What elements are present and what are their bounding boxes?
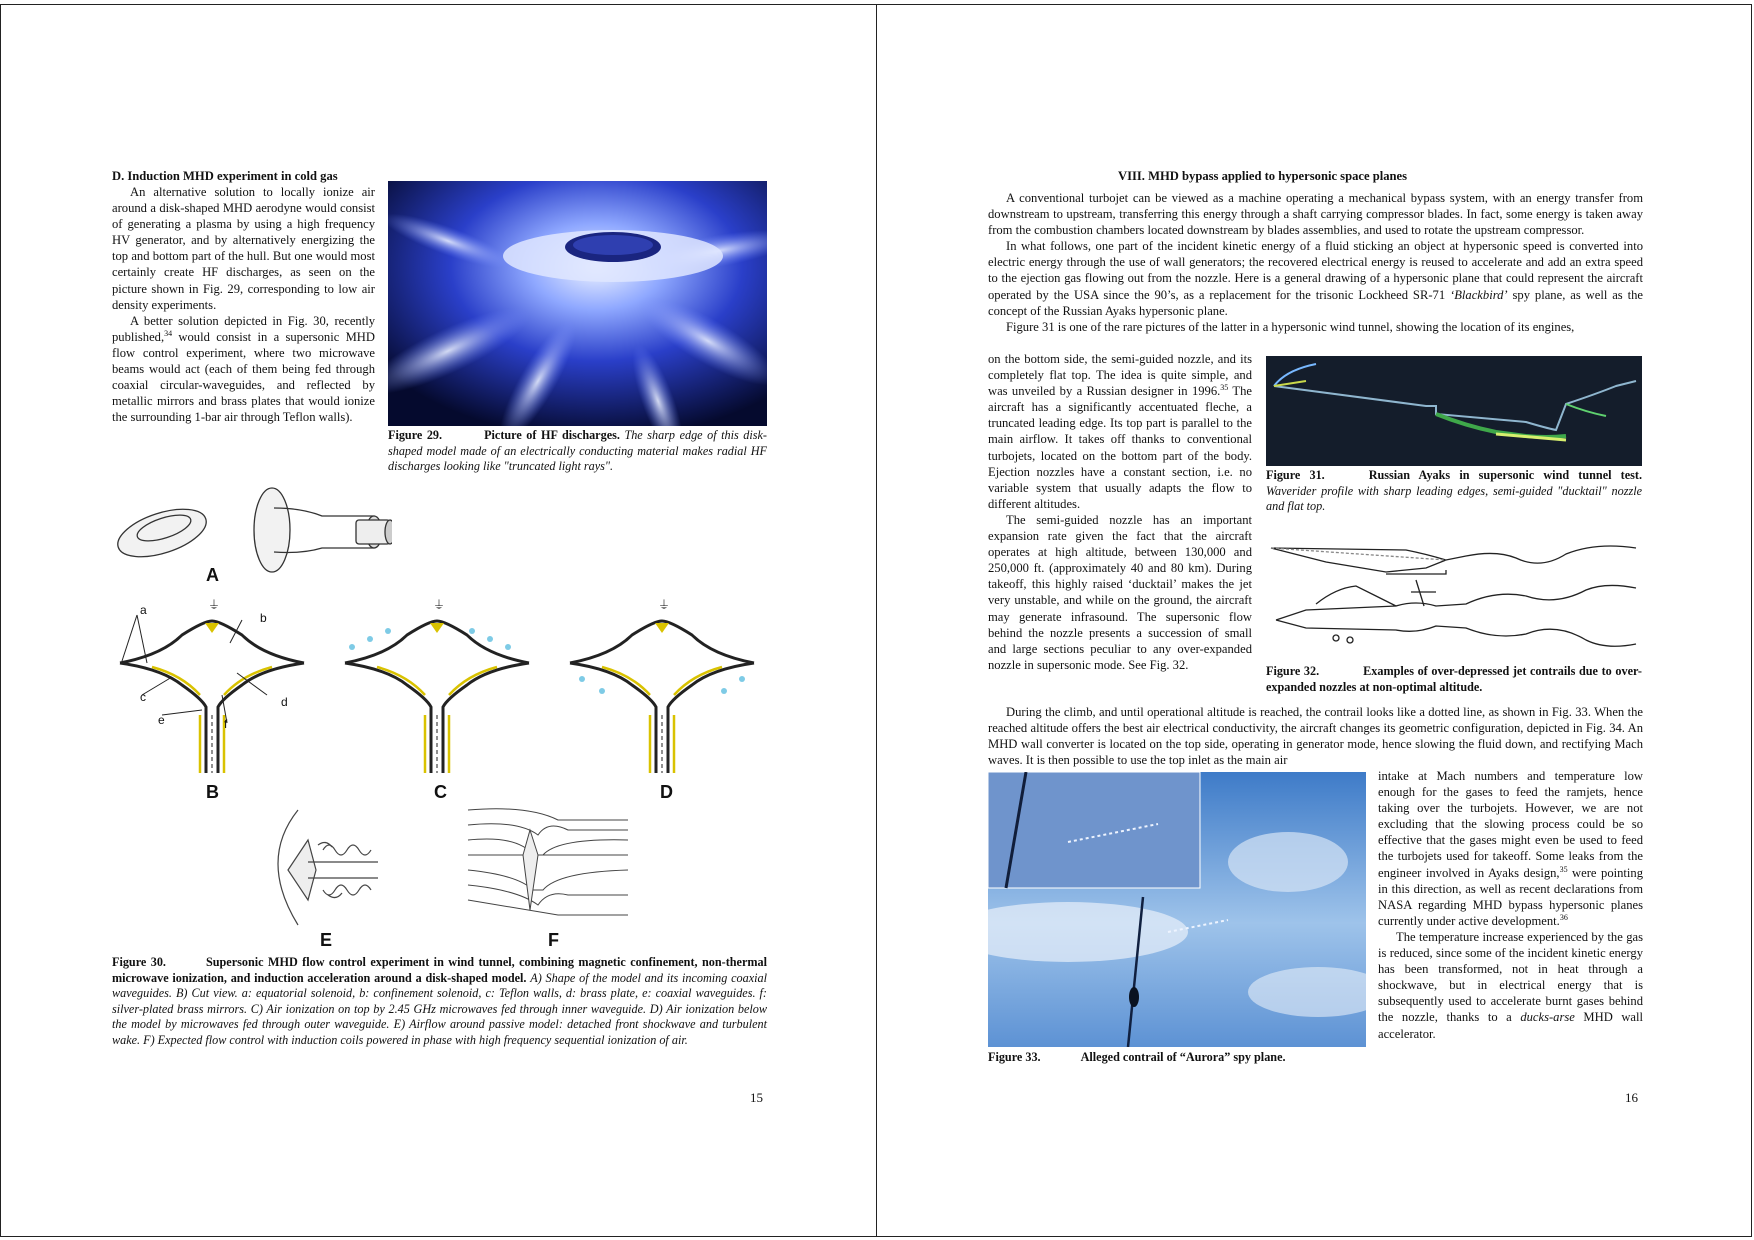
figure-33-image xyxy=(988,772,1366,1047)
right-paragraph-3: on the bottom side, the semi-guided nozzle, and its completely flat top. The idea is quite simple, and was unveiled by a Russian designer in 1996.35 The aircraft has a significantly accentuated fleche, a truncated leading edge. Its top part is parallel to the main airflow. It takes off thanks to conventional turbojets, located on the bottom part of the body. Ejection nozzles have a constant section, i.e. no variable system that usually adapts the flow to different altitudes. xyxy=(988,352,1252,511)
section-heading-viii: VIII. MHD bypass applied to hypersonic space planes xyxy=(1118,169,1408,183)
figure-29-image xyxy=(388,181,767,426)
right-text-lower-column xyxy=(1378,768,1643,1042)
figure-30a-drawing xyxy=(112,478,392,588)
left-text-column xyxy=(112,184,375,425)
left-paragraph-1: An alternative solution to locally ionize air around a disk-shaped MHD aerodyne would consist of generating a plasma by using a high frequency HV generator, and by alternatively energizing the top and bottom part of the hull. But one would most certainly create HF discharges, as seen on the picture shown in Fig. 29, corresponding to low air density experiments. xyxy=(112,185,375,312)
panel-label-d: D xyxy=(660,782,673,802)
section-heading-d: D. Induction MHD experiment in cold gas xyxy=(112,169,338,183)
panel-label-a: A xyxy=(206,565,219,585)
footnote-ref-35: 35 xyxy=(1220,383,1229,392)
right-paragraph-2: In what follows, one part of the incident kinetic energy of a fluid sticking an object at hypersonic speed is converted into electric energy through the use of wall generators; the recovered electrical energy is reused to accelerate and add an extra speed to the ejection gas flowing out from the nozzle. Here is a general drawing of a hypersonic plane that could represent the aircraft operated by the USA since the 90’s, as a replacement for the trisonic Lockheed SR-71 ‘Blackbird’ spy plane, as well as the concept of the Russian Ayaks hypersonic plane. xyxy=(988,239,1643,318)
right-paragraph-3-first-line: Figure 31 is one of the rare pictures of the latter in a hypersonic wind tunnel, showing the location of its engines, xyxy=(1006,319,1575,334)
figure-30-bcd-drawing xyxy=(112,595,772,775)
right-text-middle xyxy=(988,704,1643,768)
right-text-top xyxy=(988,190,1643,335)
figure-31-caption: Figure 31. Russian Ayaks in supersonic wind tunnel test. Waverider profile with sharp leading edges, semi-guided "ducktail" nozzle and flat top. xyxy=(1266,468,1642,513)
right-paragraph-1: A conventional turbojet can be viewed as a machine operating a mechanical bypass system, with an energy transfer from downstream to upstream, transferring this energy through a shaft carrying compressor blades. In fact, some energy is taken away from the combustion chambers located downstream by blades assemblies, and used to rotate the upstream compressor. xyxy=(988,191,1643,238)
page-divider xyxy=(876,4,877,1237)
right-paragraph-6: The temperature increase experienced by the gas is reduced, since some of the incident kinetic energy has been transformed, not in heat through a shockwave, but in electrical energy that is subsequently used to accelerate burnt gases behind the nozzle, thanks to a ducks-arse MHD wall accelerator. xyxy=(1378,929,1644,1041)
footnote-ref-34: 34 xyxy=(164,328,173,338)
footnote-ref-35b: 35 xyxy=(1559,864,1568,874)
right-text-column xyxy=(988,351,1252,673)
figure-33-caption: Figure 33. Alleged contrail of “Aurora” spy plane. xyxy=(988,1050,1286,1064)
panel-label-e: E xyxy=(320,930,333,950)
right-paragraph-5: During the climb, and until operational altitude is reached, the contrail looks like a dotted line, as shown in Fig. 33. When the reached altitude offers the best air electrical conductivity, the aircraft changes its geometric configuration, depicted in Fig. 34. An MHD wall converter is located on the top side, operating in generator mode, hence slowing the fluid down, and rectifying Mach waves. It is then possible to use the top inlet as the main air xyxy=(988,705,1643,768)
figure-30-caption: Figure 30. Supersonic MHD flow control experiment in wind tunnel, combining magnetic confinement, non-thermal microwave ionization, and induction acceleration around a disk-shaped model. A) Shape of the model and its incoming coaxial waveguides. B) Cut view. a: equatorial solenoid, b: confinement solenoid, c: Teflon walls, d: brass plate, e: coaxial waveguides. f: silver-plated brass mirrors. C) Air ionization on top by 2.45 GHz microwaves fed through inner waveguide. D) Air ionization below the model by microwaves fed through outer waveguide. E) Airflow around passive model: detached front shockwave and turbulent wake. F) Expected flow control with induction coils powered in phase with high frequency sequential ionization of air. xyxy=(112,955,768,1047)
footnote-ref-36: 36 xyxy=(1559,912,1568,922)
figure-29-caption: Figure 29. Picture of HF discharges. The sharp edge of this disk-shaped model made of an electrically conducting material makes radial HF discharges looking like "truncated light rays". xyxy=(388,428,767,473)
figure-31-image xyxy=(1266,356,1642,466)
svg-text:⏚: ⏚ xyxy=(208,598,221,612)
page-number-left: 15 xyxy=(750,1090,763,1105)
right-paragraph-4: The semi-guided nozzle has an important expansion rate given the fact that the aircraft operates at high altitude, between 130,000 and 250,000 ft. (approximately 40 and 80 km). During takeoff, this highly raised ‘ducktail’ makes the jet very unstable, and while on the ground, the aircraft may generate infrasound. The supersonic flow behind the nozzle presents a succession of small and large sections peculiar to any over-expanded nozzle in supersonic mode. See Fig. 32. xyxy=(988,512,1252,672)
letter-c: c xyxy=(140,690,146,704)
right-paragraph-5-continued: intake at Mach numbers and temperature low enough for the gases to feed the ramjets, hence taking over the turbojets. However, we are not excluding that the slowing process could be so effective that the gases might even be used to feed the turbojets used for takeoff. Some leaks from the engineer involved in Ayaks design,$^{35}$ were pointing in this direction, as well as recent declarations from NASA regarding MHD bypass hypersonic planes currently under active development.$^{36}$ xyxy=(1378,769,1644,928)
letter-a: a xyxy=(140,603,147,617)
left-paragraph-2: A better solution depicted in Fig. 30, recently published,$^{34}$ would consist in a supersonic MHD flow control experiment, where two microwave beams would act (each of them being fed through coaxial circular-waveguides, and reflected by metallic mirrors and brass plates that would ionize the surrounding 1-bar air through Teflon walls). xyxy=(112,313,375,425)
panel-label-c: C xyxy=(434,782,447,802)
panel-label-b: B xyxy=(206,782,219,802)
letter-f: f xyxy=(224,717,228,731)
letter-d: d xyxy=(281,695,288,709)
figure-32-image xyxy=(1266,540,1642,662)
panel-label-f: F xyxy=(548,930,559,950)
letter-b: b xyxy=(260,611,267,625)
figure-30-ef-drawing xyxy=(268,800,628,930)
figure-32-caption: Figure 32. Examples of over-depressed jet contrails due to over-expanded nozzles at non-optimal altitude. xyxy=(1266,664,1642,694)
letter-e: e xyxy=(158,713,165,727)
page-number-right: 16 xyxy=(1625,1090,1638,1105)
